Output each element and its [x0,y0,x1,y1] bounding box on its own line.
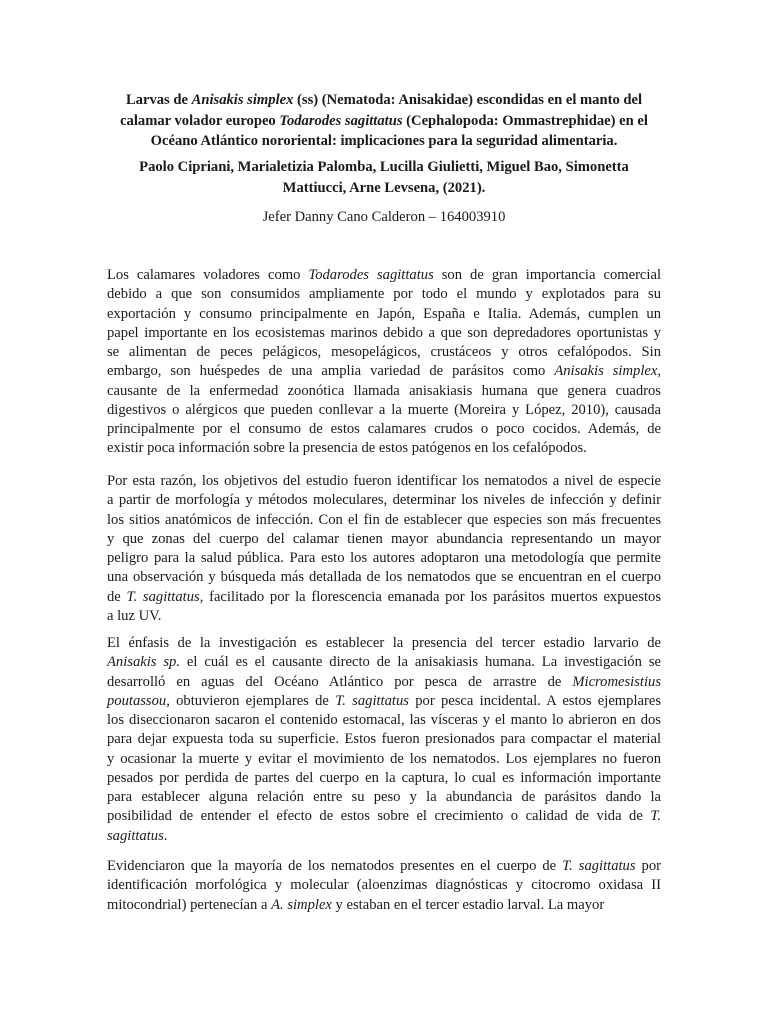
body-paragraph-1 [107,266,661,459]
paragraph-line [107,750,661,769]
text-run: el cuál es el causante directo de la anisakiasis humana. La investigación se [180,654,661,671]
paragraph-line [107,530,661,549]
text-run: embargo, son huéspedes de una amplia variedad de parásitos como [107,363,555,380]
text-run: mitocondrial) pertenecían a [107,896,272,913]
text-run: causante de la enfermedad zoonótica llamada anisakiasis humana que genera cuadros [107,382,661,399]
text-run: (ss) (Nematoda: Anisakidae) escondidas en el manto del [293,92,643,108]
text-run: identificación morfológica y molecular (aloenzimas diagnósticas y citocromo oxidasa II [107,877,661,894]
paragraph-line [107,634,661,653]
paragraph-line [107,401,661,420]
author-line: Paolo Cipriani, Marialetizia Palomba, Lucilla Giulietti, Miguel Bao, Simonetta [139,159,629,175]
paragraph-line [107,876,661,895]
text-run: por pesca incidental. A estos ejemplares [408,692,662,709]
italic-text: T. sagittatus [335,692,409,709]
italic-text: T. [650,808,661,825]
text-run: Océano Atlántico nororiental: implicaciones para la seguridad alimentaria. [150,133,618,149]
paragraph-line [107,343,661,362]
text-run: de [107,588,127,605]
text-run: para dejar expuesta toda su superficie. Estos fueron presionados para compactar el material [107,731,661,748]
student-name: Jefer Danny Cano Calderon – 164003910 [262,209,506,225]
paragraph-line [107,549,661,568]
text-run: y estaban en el tercer estadio larval. La mayor [331,896,605,913]
text-run: , [657,363,661,380]
paragraph-line [107,285,661,304]
paragraph-line [107,653,661,672]
title-line [104,90,664,111]
text-run: . [163,827,168,844]
paragraph-line [107,673,661,692]
paragraph-line [107,711,661,730]
italic-text: Todarodes sagittatus [279,112,403,129]
text-run: principalmente por el consumo de estos calamares crudos o poco cocidos. Además, de [107,421,661,437]
body-paragraph-2 [107,472,661,626]
paragraph-line [107,511,661,530]
text-run: los diseccionaron sacaron el contenido estomacal, las vísceras y el manto lo abrieron en dos [107,712,661,728]
paragraph-line [107,588,661,607]
text-run: papel importante en los ecosistemas marinos debido a que son depredadores oportunistas y [107,324,661,341]
text-run: (Cephalopoda: Ommastrephidae) en el [402,112,648,129]
paragraph-line [107,324,661,343]
text-run: por [635,858,661,874]
text-run: Evidenciaron que la mayoría de los nematodos presentes en el cuerpo de [107,858,563,874]
italic-text: Todarodes sagittatus [308,267,434,283]
text-run: Los calamares voladores como [107,267,309,283]
paragraph-line [107,607,661,626]
paragraph-line [107,827,661,846]
paragraph-line [107,305,661,324]
text-run: los sitios anatómicos de infección. Con el fin de establecer que especies son más frecuentes [107,511,661,528]
title-line [104,131,664,152]
text-run: desarrolló en aguas del Océano Atlántico por pesca de arrastre de [107,673,573,690]
text-run: , facilitado por la florescencia emanada por los parásitos muertos expuestos [199,588,661,605]
paragraph-line [107,362,661,381]
text-run: pesados por perdida de partes del cuerpo en la captura, lo cual es información importante [107,769,661,786]
body-paragraph-3 [107,634,661,846]
text-run: Por esta razón, los objetivos del estudio fueron identificar los nematodos a nivel de especie [107,473,661,489]
paragraph-line [107,730,661,749]
paragraph-line [107,807,661,826]
paragraph-line [107,896,661,915]
paragraph-line [107,769,661,788]
paragraph-line [107,491,661,510]
text-run: calamar volador europeo [120,112,280,129]
text-run: y ocasionar la muerte y evitar el movimiento de los nematodos. Los ejemplares no fueron [107,750,661,767]
text-run: son de gran importancia comercial [433,267,661,283]
paragraph-line [107,857,661,876]
italic-text: A. simplex [271,896,332,913]
paragraph-line [107,266,661,285]
paragraph-line [107,692,661,711]
author-line: Mattiucci, Arne Levsena, (2021). [282,180,486,196]
text-run: Larvas de [125,92,192,108]
paragraph-line [107,439,661,458]
title-line [104,111,664,132]
paragraph-line [107,420,661,439]
text-run: digestivos o alérgicos que pueden conllevar a la muerte (Moreira y López, 2010), causada [107,401,661,418]
paragraph-line [107,788,661,807]
italic-text: Anisakis sp. [107,654,180,671]
text-run: debido a que son consumidos ampliamente por todo el mundo y explotados para su [107,286,661,303]
text-run: a luz UV. [107,607,162,624]
text-run: una observación y búsqueda más detallada de los nematodos que se encuentran en el cuerpo [107,569,661,586]
text-run: existir poca información sobre la presencia de estos patógenos en los cefalópodos. [107,440,587,457]
italic-text: sagittatus [107,827,164,844]
body-paragraph-4 [107,857,661,915]
text-run: posibilidad de entender el efecto de estos sobre el crecimiento o calidad de vida de [107,808,651,825]
document-title [104,90,664,152]
text-run: a partir de morfología y métodos moleculares, determinar los niveles de infección y definir [107,492,661,509]
text-run: para establecer alguna relación entre su peso y la abundancia de parásitos dando la [107,789,661,805]
text-run: exportación y consumo principalmente en Japón, España e Italia. Además, cumplen un [107,305,661,322]
italic-text: Micromesistius [572,673,661,690]
text-run: El énfasis de la investigación es establecer la presencia del tercer estadio larvario de [107,635,661,651]
text-run: peligro para la salud pública. Para esto los autores adoptaron una metodología que permite [107,550,661,566]
italic-text: T. sagittatus [562,858,636,874]
italic-text: Anisakis simplex [191,92,294,108]
text-run: y que zonas del cuerpo del calamar tienen mayor abundancia representando un mayor [107,530,661,547]
text-run: se alimentan de peces pelágicos, mesopelágicos, crustáceos y otros cefalópodos. Sin [107,344,661,360]
text-run: , obtuvieron ejemplares de [166,692,336,709]
italic-text: poutassou [107,692,167,709]
paragraph-line [107,472,661,491]
paragraph-line [107,382,661,401]
italic-text: T. sagittatus [126,588,200,605]
paragraph-line [107,568,661,587]
authors-line [104,157,664,199]
italic-text: Anisakis simplex [554,363,658,380]
